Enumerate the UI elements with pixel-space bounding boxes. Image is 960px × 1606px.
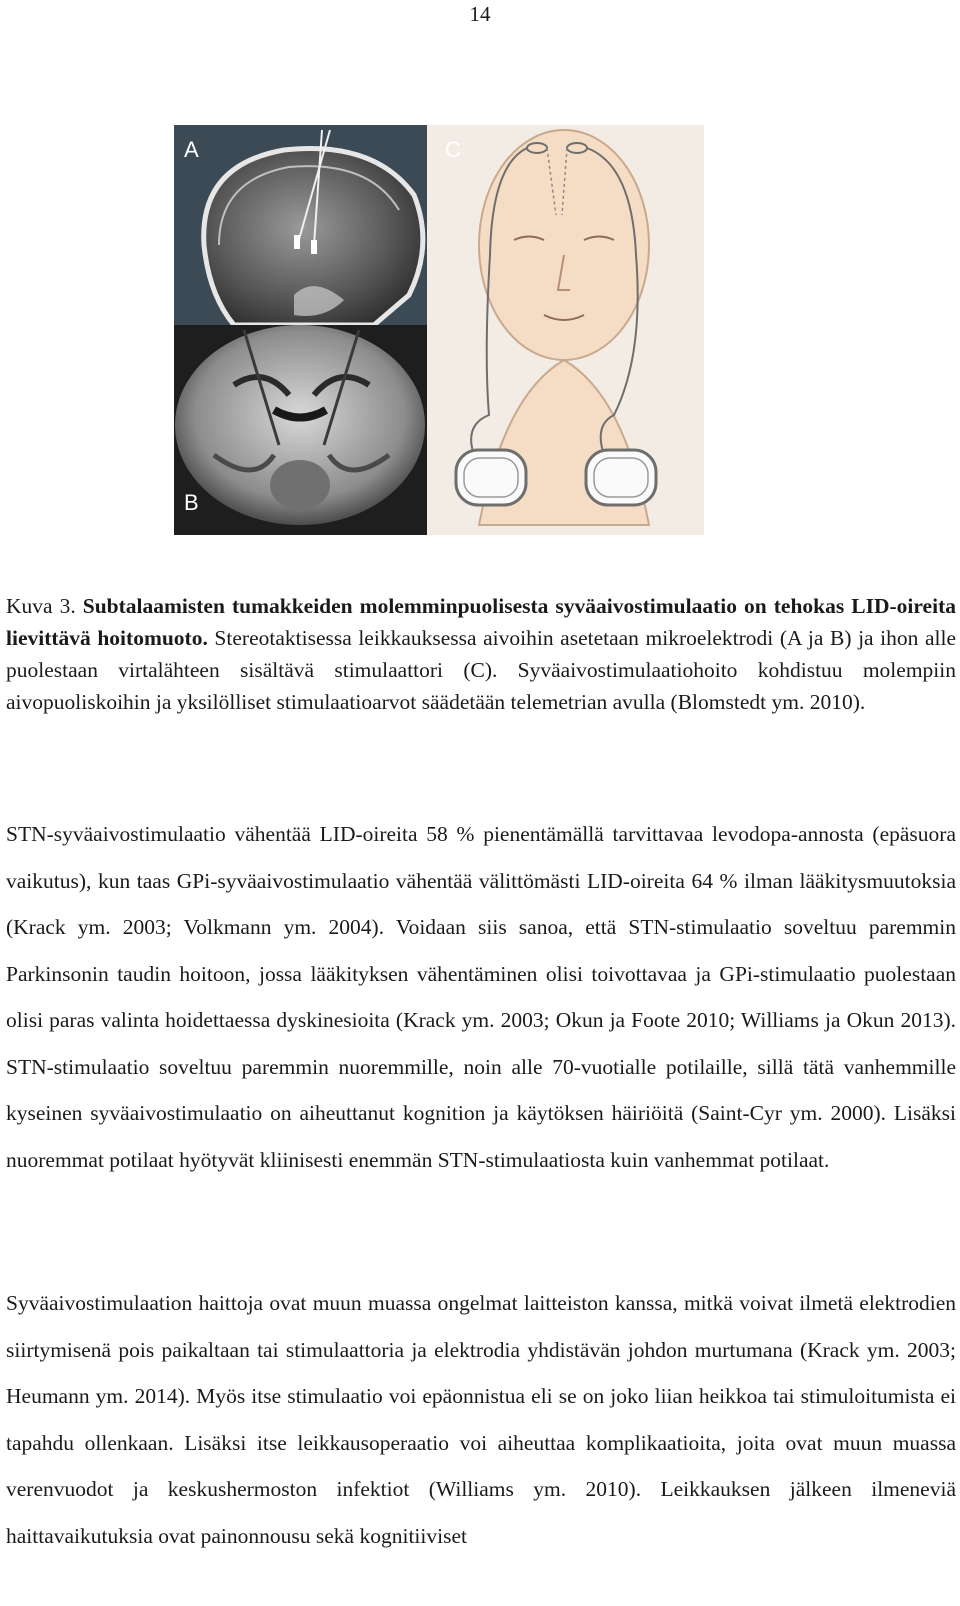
caption-bold-statement: Subtalaamisten tumakkeiden molemminpuolisesta syväaivostimulaatio on tehokas LID-oireita lievittävä hoitomuoto. xyxy=(6,594,956,650)
caption-prefix: Kuva 3. xyxy=(6,594,83,618)
panel-label-a: A xyxy=(184,137,199,162)
panel-b-mri xyxy=(174,325,427,535)
figure-dbs-illustration xyxy=(174,125,704,535)
panel-label-c: C xyxy=(445,137,461,162)
caption-description: Stereotaktisessa leikkauksessa aivoihin asetetaan mikroelektrodi (A ja B) ja ihon alle puolestaan virtalähteen sisältävä stimulaattori (C). Syväaivostimulaatiohoito kohdistuu molempiin aivopuoliskoihin ja yksilölliset stimulaatioarvot säädetään telemetrian avulla (Blomstedt ym. 2010). xyxy=(6,626,957,714)
body-paragraph-2: Syväaivostimulaation haittoja ovat muun muassa ongelmat laitteiston kanssa, mitkä voivat ilmetä elektrodien siirtymisenä pois paikaltaan tai stimulaattoria ja elektrodia yhdistävän johdon murtumana (Krack ym. 2003; Heumann ym. 2014). Myös itse stimulaatio voi epäonnistua eli se on joko liian heikkoa tai stimuloitumista ei tapahdu ollenkaan. Lisäksi itse leikkausoperaatio voi aiheuttaa komplikaatioita, joita ovat muun muassa verenvuodot ja keskushermoston infektiot (Williams ym. 2010). Leikkauksen jälkeen ilmeneviä haittavaikutuksia ovat painonnousu sekä kognitiiviset xyxy=(6,1291,956,1548)
panel-a-xray xyxy=(174,125,427,325)
panel-c-illustration xyxy=(427,125,704,535)
figure-caption xyxy=(6,590,956,718)
page-number: 14 xyxy=(469,2,491,26)
panel-label-b: B xyxy=(184,490,199,515)
body-paragraph-1: STN-syväaivostimulaatio vähentää LID-oireita 58 % pienentämällä tarvittavaa levodopa-annosta (epäsuora vaikutus), kun taas GPi-syväaivostimulaatio vähentää välittömästi LID-oireita 64 % ilman lääkitysmuutoksia (Krack ym. 2003; Volkmann ym. 2004). Voidaan siis sanoa, että STN-stimulaatio soveltuu paremmin Parkinsonin taudin hoitoon, jossa lääkityksen vähentäminen olisi toivottavaa ja GPi-stimulaatio puolestaan olisi paras valinta hoidettaessa dyskinesioita (Krack ym. 2003; Okun ja Foote 2010; Williams ja Okun 2013). STN-stimulaatio soveltuu paremmin nuoremmille, noin alle 70-vuotialle potilaille, sillä tätä vanhemmille kyseinen syväaivostimulaatio on aiheuttanut kognition ja käytöksen häiriöitä (Saint-Cyr ym. 2000). Lisäksi nuoremmat potilaat hyötyvät kliinisesti enemmän STN-stimulaatiosta kuin vanhemmat potilaat. xyxy=(6,822,956,1172)
